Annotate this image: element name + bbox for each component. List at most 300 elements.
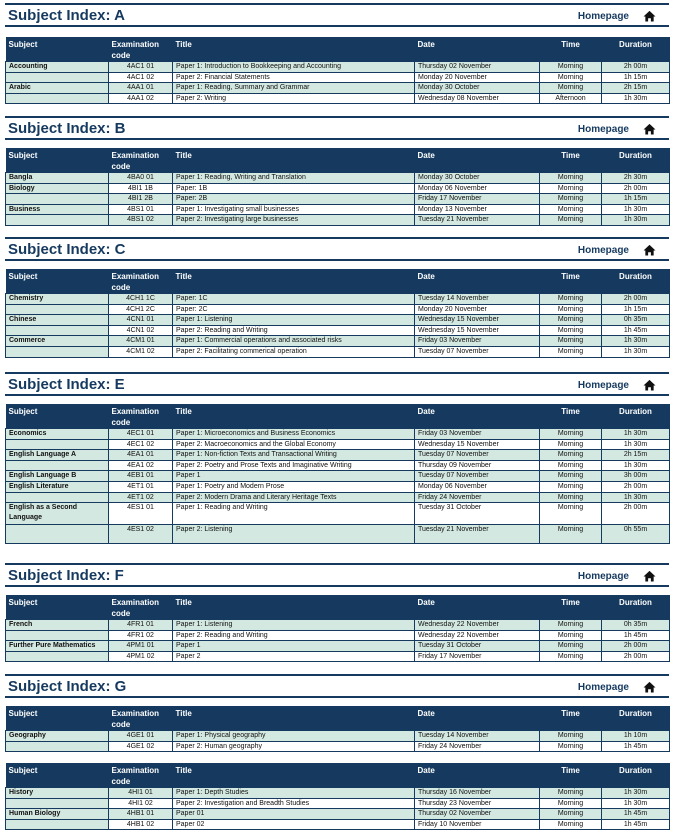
subject-cell (6, 346, 109, 357)
title-cell: Paper 2: Poetry and Prose Texts and Imaginative Writing (173, 460, 415, 471)
subject-header: Subject (6, 37, 109, 62)
date-cell: Wednesday 22 November (415, 630, 540, 641)
date-header: Date (415, 763, 540, 788)
duration-cell: 2h 00m (602, 641, 670, 652)
time-cell: Morning (540, 741, 602, 752)
time-cell: Morning (540, 503, 602, 525)
duration-header: Duration (602, 269, 670, 294)
title-cell: Paper 1: Reading, Summary and Grammar (173, 83, 415, 94)
code-cell: 4ES1 01 (109, 503, 173, 525)
date-cell: Wednesday 15 November (415, 315, 540, 326)
subject-header: Subject (6, 404, 109, 429)
title-cell: Paper 1 (173, 641, 415, 652)
table-row (6, 183, 670, 194)
table-row (6, 651, 670, 662)
title-header: Title (173, 148, 415, 173)
title-cell: Paper 1 (173, 471, 415, 482)
table-row (6, 204, 670, 215)
title-header: Title (173, 404, 415, 429)
code-cell: 4CH1 2C (109, 304, 173, 315)
time-header: Time (540, 269, 602, 294)
subject-cell (6, 651, 109, 662)
subject-header: Subject (6, 706, 109, 731)
table-row (6, 471, 670, 482)
date-cell: Friday 17 November (415, 194, 540, 205)
time-cell: Morning (540, 450, 602, 461)
time-header: Time (540, 706, 602, 731)
duration-cell: 1h 45m (602, 630, 670, 641)
title-cell: Paper 2 (173, 651, 415, 662)
time-cell: Morning (540, 83, 602, 94)
title-cell: Paper 2: Human geography (173, 741, 415, 752)
subject-cell (6, 460, 109, 471)
code-cell: 4FR1 02 (109, 630, 173, 641)
title-cell: Paper 1: Commercial operations and associated risks (173, 336, 415, 347)
subject-cell (6, 492, 109, 503)
code-cell: 4GE1 01 (109, 731, 173, 742)
exam-table (5, 706, 670, 752)
table-row (6, 439, 670, 450)
title-cell: Paper: 2B (173, 194, 415, 205)
duration-cell: 1h 15m (602, 304, 670, 315)
table-row (6, 620, 670, 631)
code-cell: 4CM1 02 (109, 346, 173, 357)
duration-cell: 0h 35m (602, 315, 670, 326)
code-cell: 4HI1 01 (109, 788, 173, 799)
duration-cell: 1h 30m (602, 429, 670, 440)
date-cell: Wednesday 22 November (415, 620, 540, 631)
time-cell: Morning (540, 439, 602, 450)
code-cell: 4AA1 02 (109, 93, 173, 104)
time-cell: Afternoon (540, 93, 602, 104)
date-cell: Thursday 02 November (415, 809, 540, 820)
time-cell: Morning (540, 294, 602, 305)
date-cell: Tuesday 31 October (415, 641, 540, 652)
duration-cell: 2h 00m (602, 503, 670, 525)
duration-cell: 2h 00m (602, 294, 670, 305)
subject-cell: English Literature (6, 481, 109, 492)
table-row (6, 336, 670, 347)
subject-cell (6, 525, 109, 544)
subject-cell (6, 819, 109, 830)
code-cell: 4EA1 01 (109, 450, 173, 461)
subject-cell (6, 439, 109, 450)
date-cell: Monday 20 November (415, 72, 540, 83)
date-cell: Wednesday 15 November (415, 439, 540, 450)
subject-header: Subject (6, 595, 109, 620)
table-header-row (6, 148, 670, 173)
duration-cell: 1h 45m (602, 809, 670, 820)
table-row (6, 492, 670, 503)
table-row (6, 641, 670, 652)
title-header: Title (173, 37, 415, 62)
date-header: Date (415, 706, 540, 731)
subject-cell (6, 93, 109, 104)
time-cell: Morning (540, 641, 602, 652)
duration-cell: 2h 30m (602, 173, 670, 184)
section-title: Subject Index: G (8, 678, 127, 695)
code-cell: 4AC1 02 (109, 72, 173, 83)
exam-table (5, 404, 670, 544)
code-header: Examination code (109, 269, 173, 294)
date-cell: Thursday 02 November (415, 62, 540, 73)
date-cell: Tuesday 21 November (415, 215, 540, 226)
code-cell: 4CN1 01 (109, 315, 173, 326)
homepage-link[interactable]: Homepage (577, 682, 629, 693)
date-cell: Tuesday 21 November (415, 525, 540, 544)
code-cell: 4BA0 01 (109, 173, 173, 184)
title-cell: Paper 2: Reading and Writing (173, 325, 415, 336)
subject-cell: Human Biology (6, 809, 109, 820)
subject-cell: History (6, 788, 109, 799)
table-header-row (6, 269, 670, 294)
date-cell: Tuesday 07 November (415, 346, 540, 357)
title-cell: Paper 1: Poetry and Modern Prose (173, 481, 415, 492)
date-cell: Friday 03 November (415, 429, 540, 440)
title-cell: Paper 2: Facilitating commerical operation (173, 346, 415, 357)
table-row (6, 215, 670, 226)
subject-cell: Business (6, 204, 109, 215)
title-cell: Paper 2: Writing (173, 93, 415, 104)
code-cell: 4PM1 01 (109, 641, 173, 652)
subject-cell (6, 741, 109, 752)
duration-header: Duration (602, 706, 670, 731)
duration-cell: 0h 55m (602, 525, 670, 544)
subject-cell (6, 215, 109, 226)
title-cell: Paper: 1B (173, 183, 415, 194)
time-cell: Morning (540, 620, 602, 631)
code-cell: 4EB1 01 (109, 471, 173, 482)
duration-cell: 1h 30m (602, 204, 670, 215)
code-cell: 4ET1 02 (109, 492, 173, 503)
date-cell: Friday 24 November (415, 492, 540, 503)
title-cell: Paper 2: Financial Statements (173, 72, 415, 83)
table-row (6, 194, 670, 205)
date-header: Date (415, 404, 540, 429)
subject-header: Subject (6, 148, 109, 173)
section-title: Subject Index: C (8, 241, 126, 258)
title-header: Title (173, 595, 415, 620)
time-cell: Morning (540, 304, 602, 315)
time-cell: Morning (540, 183, 602, 194)
table-row (6, 304, 670, 315)
duration-cell: 0h 35m (602, 620, 670, 631)
table-row (6, 429, 670, 440)
duration-header: Duration (602, 37, 670, 62)
title-cell: Paper 2: Modern Drama and Literary Heritage Texts (173, 492, 415, 503)
homepage-link[interactable]: Homepage (577, 11, 629, 22)
subject-cell (6, 72, 109, 83)
title-cell: Paper: 1C (173, 294, 415, 305)
table-header-row (6, 706, 670, 731)
section-title: Subject Index: A (8, 7, 125, 24)
subject-cell: English Language A (6, 450, 109, 461)
title-header: Title (173, 763, 415, 788)
exam-table (5, 37, 670, 104)
subject-cell (6, 630, 109, 641)
code-cell: 4BS1 02 (109, 215, 173, 226)
duration-cell: 1h 45m (602, 819, 670, 830)
time-cell: Morning (540, 651, 602, 662)
title-cell: Paper 2: Reading and Writing (173, 630, 415, 641)
table-row (6, 741, 670, 752)
date-cell: Friday 17 November (415, 651, 540, 662)
home-icon[interactable] (643, 243, 656, 255)
time-cell: Morning (540, 315, 602, 326)
date-cell: Thursday 09 November (415, 460, 540, 471)
date-cell: Friday 10 November (415, 819, 540, 830)
code-cell: 4AC1 01 (109, 62, 173, 73)
table-row (6, 315, 670, 326)
table-row (6, 450, 670, 461)
date-cell: Friday 03 November (415, 336, 540, 347)
time-header: Time (540, 148, 602, 173)
table-row (6, 173, 670, 184)
table-row (6, 460, 670, 471)
duration-cell: 1h 30m (602, 788, 670, 799)
duration-cell: 1h 15m (602, 72, 670, 83)
date-cell: Friday 24 November (415, 741, 540, 752)
homepage-link[interactable]: Homepage (577, 571, 629, 582)
duration-cell: 3h 00m (602, 471, 670, 482)
date-header: Date (415, 595, 540, 620)
code-cell: 4EA1 02 (109, 460, 173, 471)
date-cell: Monday 30 October (415, 83, 540, 94)
title-cell: Paper 1: Investigating small businesses (173, 204, 415, 215)
duration-header: Duration (602, 148, 670, 173)
section-header (5, 563, 669, 587)
duration-cell: 1h 30m (602, 492, 670, 503)
code-cell: 4BI1 1B (109, 183, 173, 194)
duration-cell: 1h 30m (602, 439, 670, 450)
date-cell: Tuesday 07 November (415, 471, 540, 482)
time-cell: Morning (540, 336, 602, 347)
title-header: Title (173, 269, 415, 294)
title-cell: Paper 2: Listening (173, 525, 415, 544)
section-header (5, 237, 669, 261)
title-cell: Paper 1: Physical geography (173, 731, 415, 742)
date-cell: Tuesday 31 October (415, 503, 540, 525)
subject-header: Subject (6, 269, 109, 294)
code-header: Examination code (109, 148, 173, 173)
section-header (5, 372, 669, 396)
code-cell: 4AA1 01 (109, 83, 173, 94)
exam-table (5, 269, 670, 358)
table-row (6, 503, 670, 525)
code-cell: 4BI1 2B (109, 194, 173, 205)
code-cell: 4FR1 01 (109, 620, 173, 631)
subject-cell: Arabic (6, 83, 109, 94)
time-header: Time (540, 763, 602, 788)
code-cell: 4CH1 1C (109, 294, 173, 305)
subject-cell: English Language B (6, 471, 109, 482)
table-header-row (6, 763, 670, 788)
subject-cell (6, 325, 109, 336)
title-cell: Paper 2: Macroeconomics and the Global Economy (173, 439, 415, 450)
table-row (6, 481, 670, 492)
table-header-row (6, 595, 670, 620)
subject-cell: Bangla (6, 173, 109, 184)
table-row (6, 525, 670, 544)
duration-cell: 1h 30m (602, 346, 670, 357)
duration-cell: 1h 30m (602, 215, 670, 226)
table-row (6, 294, 670, 305)
time-header: Time (540, 595, 602, 620)
duration-cell: 2h 15m (602, 450, 670, 461)
homepage-link[interactable]: Homepage (577, 380, 629, 391)
date-header: Date (415, 37, 540, 62)
table-row (6, 798, 670, 809)
title-cell: Paper 01 (173, 809, 415, 820)
title-cell: Paper 1: Listening (173, 315, 415, 326)
table-row (6, 731, 670, 742)
time-cell: Morning (540, 325, 602, 336)
title-cell: Paper 1: Reading, Writing and Translation (173, 173, 415, 184)
table-row (6, 809, 670, 820)
title-cell: Paper: 2C (173, 304, 415, 315)
code-header: Examination code (109, 763, 173, 788)
code-cell: 4PM1 02 (109, 651, 173, 662)
time-header: Time (540, 404, 602, 429)
code-cell: 4CM1 01 (109, 336, 173, 347)
time-cell: Morning (540, 429, 602, 440)
date-cell: Tuesday 14 November (415, 731, 540, 742)
duration-cell: 1h 10m (602, 731, 670, 742)
subject-cell (6, 304, 109, 315)
time-cell: Morning (540, 788, 602, 799)
section-header (5, 116, 669, 140)
section-header (5, 3, 669, 27)
duration-cell: 1h 30m (602, 460, 670, 471)
table-row (6, 346, 670, 357)
code-cell: 4BS1 01 (109, 204, 173, 215)
home-icon[interactable] (643, 9, 656, 21)
table-row (6, 83, 670, 94)
title-cell: Paper 2: Investigation and Breadth Studies (173, 798, 415, 809)
subject-cell: Chemistry (6, 294, 109, 305)
subject-cell (6, 798, 109, 809)
exam-table (5, 595, 670, 662)
code-cell: 4ET1 01 (109, 481, 173, 492)
duration-cell: 1h 45m (602, 325, 670, 336)
time-cell: Morning (540, 72, 602, 83)
time-cell: Morning (540, 819, 602, 830)
code-cell: 4HB1 02 (109, 819, 173, 830)
date-cell: Monday 06 November (415, 183, 540, 194)
duration-header: Duration (602, 404, 670, 429)
time-cell: Morning (540, 471, 602, 482)
duration-cell: 1h 30m (602, 93, 670, 104)
code-cell: 4EC1 01 (109, 429, 173, 440)
table-row (6, 325, 670, 336)
table-row (6, 72, 670, 83)
section-title: Subject Index: E (8, 376, 125, 393)
subject-cell: Commerce (6, 336, 109, 347)
duration-cell: 2h 00m (602, 62, 670, 73)
subject-cell: French (6, 620, 109, 631)
date-cell: Monday 30 October (415, 173, 540, 184)
subject-cell: Biology (6, 183, 109, 194)
code-cell: 4ES1 02 (109, 525, 173, 544)
code-cell: 4HB1 01 (109, 809, 173, 820)
duration-header: Duration (602, 763, 670, 788)
time-cell: Morning (540, 346, 602, 357)
date-cell: Tuesday 14 November (415, 294, 540, 305)
date-cell: Thursday 23 November (415, 798, 540, 809)
code-cell: 4HI1 02 (109, 798, 173, 809)
code-cell: 4GE1 02 (109, 741, 173, 752)
time-cell: Morning (540, 630, 602, 641)
table-row (6, 93, 670, 104)
subject-cell: Further Pure Mathematics (6, 641, 109, 652)
table-row (6, 819, 670, 830)
home-icon[interactable] (643, 569, 656, 581)
code-cell: 4EC1 02 (109, 439, 173, 450)
section-title: Subject Index: F (8, 567, 124, 584)
title-cell: Paper 2: Investigating large businesses (173, 215, 415, 226)
time-cell: Morning (540, 173, 602, 184)
subject-cell: Economics (6, 429, 109, 440)
code-header: Examination code (109, 404, 173, 429)
table-header-row (6, 404, 670, 429)
code-header: Examination code (109, 37, 173, 62)
title-cell: Paper 1: Listening (173, 620, 415, 631)
title-cell: Paper 1: Introduction to Bookkeeping and Accounting (173, 62, 415, 73)
date-cell: Monday 13 November (415, 204, 540, 215)
subject-cell: Chinese (6, 315, 109, 326)
duration-cell: 1h 15m (602, 194, 670, 205)
date-cell: Monday 06 November (415, 481, 540, 492)
time-cell: Morning (540, 525, 602, 544)
subject-cell: English as a Second Language (6, 503, 109, 525)
duration-header: Duration (602, 595, 670, 620)
duration-cell: 2h 00m (602, 183, 670, 194)
subject-cell: Accounting (6, 62, 109, 73)
home-icon[interactable] (643, 378, 656, 390)
duration-cell: 2h 00m (602, 651, 670, 662)
homepage-link[interactable]: Homepage (577, 245, 629, 256)
time-cell: Morning (540, 798, 602, 809)
date-cell: Wednesday 15 November (415, 325, 540, 336)
section-header (5, 674, 669, 698)
time-cell: Morning (540, 62, 602, 73)
duration-cell: 2h 00m (602, 481, 670, 492)
time-cell: Morning (540, 492, 602, 503)
title-cell: Paper 1: Non-fiction Texts and Transactional Writing (173, 450, 415, 461)
code-header: Examination code (109, 595, 173, 620)
time-cell: Morning (540, 215, 602, 226)
date-cell: Wednesday 08 November (415, 93, 540, 104)
home-icon[interactable] (643, 122, 656, 134)
exam-table (5, 148, 670, 226)
homepage-link[interactable]: Homepage (577, 124, 629, 135)
home-icon[interactable] (643, 680, 656, 692)
date-cell: Monday 20 November (415, 304, 540, 315)
duration-cell: 2h 15m (602, 83, 670, 94)
table-row (6, 788, 670, 799)
exam-table (5, 763, 670, 830)
duration-cell: 1h 30m (602, 336, 670, 347)
table-header-row (6, 37, 670, 62)
subject-cell: Geography (6, 731, 109, 742)
date-header: Date (415, 148, 540, 173)
date-cell: Thursday 16 November (415, 788, 540, 799)
date-header: Date (415, 269, 540, 294)
table-row (6, 630, 670, 641)
code-cell: 4CN1 02 (109, 325, 173, 336)
table-row (6, 62, 670, 73)
time-cell: Morning (540, 204, 602, 215)
